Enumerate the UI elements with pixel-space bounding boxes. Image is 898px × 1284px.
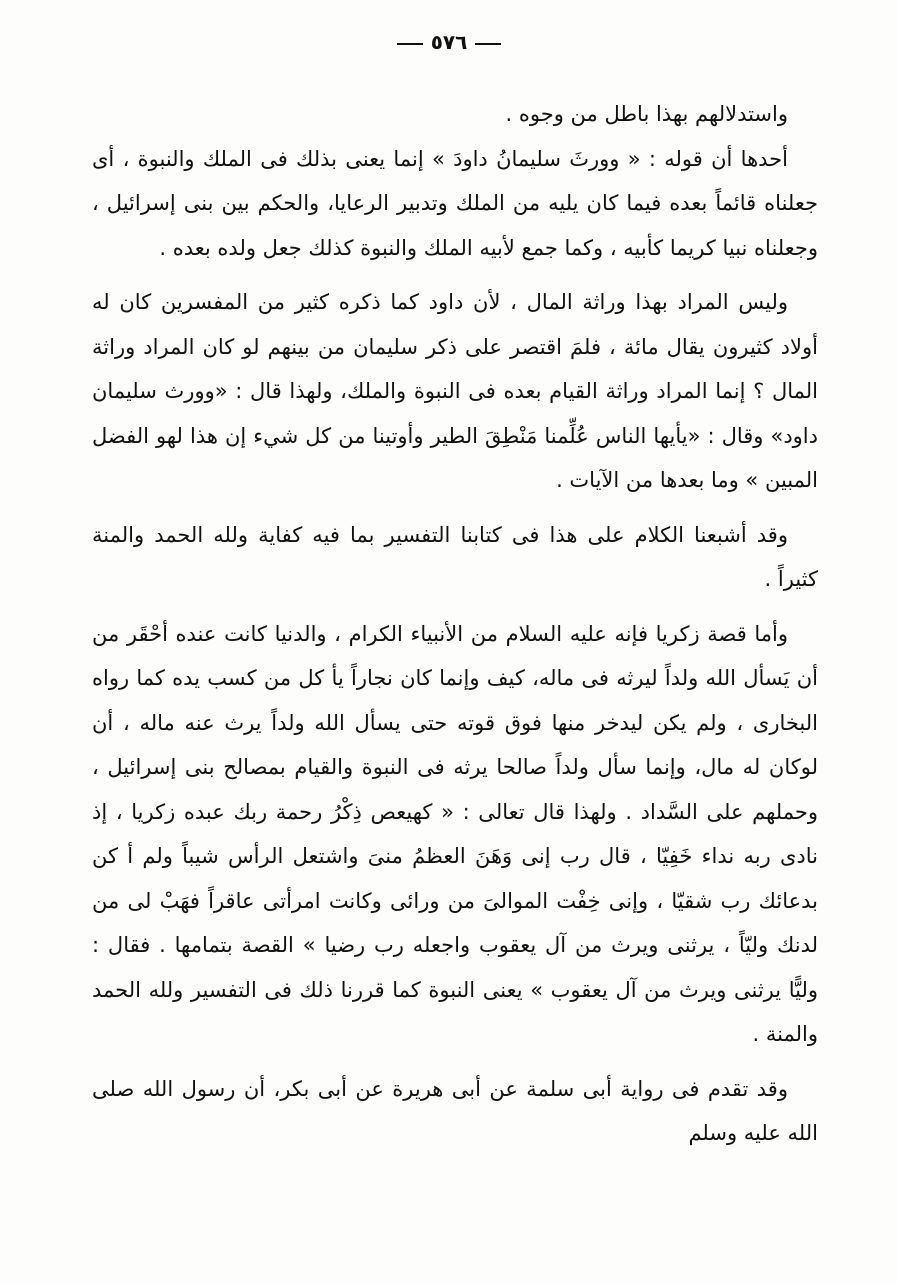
header-dash-right bbox=[475, 43, 501, 45]
paragraph-2: أحدها أن قوله : « وورثَ سليمانُ داودَ » إنما يعنى بذلك فى الملك والنبوة ، أى جعلناه قائماً بعده فيما كان يليه من الملك وتدبير الرعايا، والحكم بين بنى إسرائيل ، وجعلناه نبيا كريما كأبيه ، وكما جمع لأبيه الملك والنبوة كذلك جعل ولده بعده . bbox=[92, 146, 818, 260]
paragraph-5: وأما قصة زكريا فإنه عليه السلام من الأنبياء الكرام ، والدنيا كانت عنده أحْقَر من أن يَسأل الله ولداً ليرثه فى ماله، كيف وإنما كان نجاراً يأ كل من كسب يده كما رواه البخارى ، ولم يكن ليدخر منها فوق قوته حتى يسأل الله ولداً يرث عنه ماله ، أن لوكان له مال، وإنما سأل ولداً صالحا يرثه فى النبوة والقيام بمصالح بنى إسرائيل ، وحملهم على السَّداد . ولهذا قال تعالى : « كهيعص ذِكْرُ رحمة ربك عبده زكريا ، إذ نادى ربه نداء خَفِيّا ، قال رب إنى وَهَنَ العظمُ منىَ واشتعل الرأس شيباً ولم أ كن بدعائك رب شقيّا ، وإنى خِفْت الموالىَ من ورائى وكانت امرأتى عاقراً فهَبْ لى من لدنك وليّاً ، يرثنى ويرث من آل يعقوب واجعله رب رضيا » القصة بتمامها . فقال : وليًّا يرثنى ويرث من آل يعقوب » يعنى النبوة كما قررنا ذلك فى التفسير ولله الحمد والمنة . bbox=[92, 621, 818, 1046]
page-number-header bbox=[0, 30, 898, 54]
paragraph-1: واستدلالهم بهذا باطل من وجوه . bbox=[505, 102, 788, 126]
page-number: ٥٧٦ bbox=[430, 30, 468, 54]
page-body-text bbox=[92, 92, 818, 1156]
paragraph-4: وقد أشبعنا الكلام على هذا فى كتابنا التفسير بما فيه كفاية ولله الحمد والمنة كثيراً . bbox=[92, 522, 818, 591]
paragraph-3: وليس المراد بهذا وراثة المال ، لأن داود كما ذكره كثير من المفسرين كان له أولاد كثيرون يقال مائة ، فلمَ اقتصر على ذكر سليمان من بينهم لو كان المراد وراثة المال ؟ إنما المراد وراثة القيام بعده فى النبوة والملك، ولهذا قال : «وورث سليمان داود» وقال : «يأيها الناس عُلِّمنا مَنْطِقَ الطير وأوتينا من كل شيء إن هذا لهو الفضل المبين » وما بعدها من الآيات . bbox=[92, 290, 818, 492]
paragraph-6: وقد تقدم فى رواية أبى سلمة عن أبى هريرة عن أبى بكر، أن رسول الله صلى الله عليه وسلم bbox=[92, 1076, 818, 1145]
header-dash-left bbox=[397, 43, 423, 45]
